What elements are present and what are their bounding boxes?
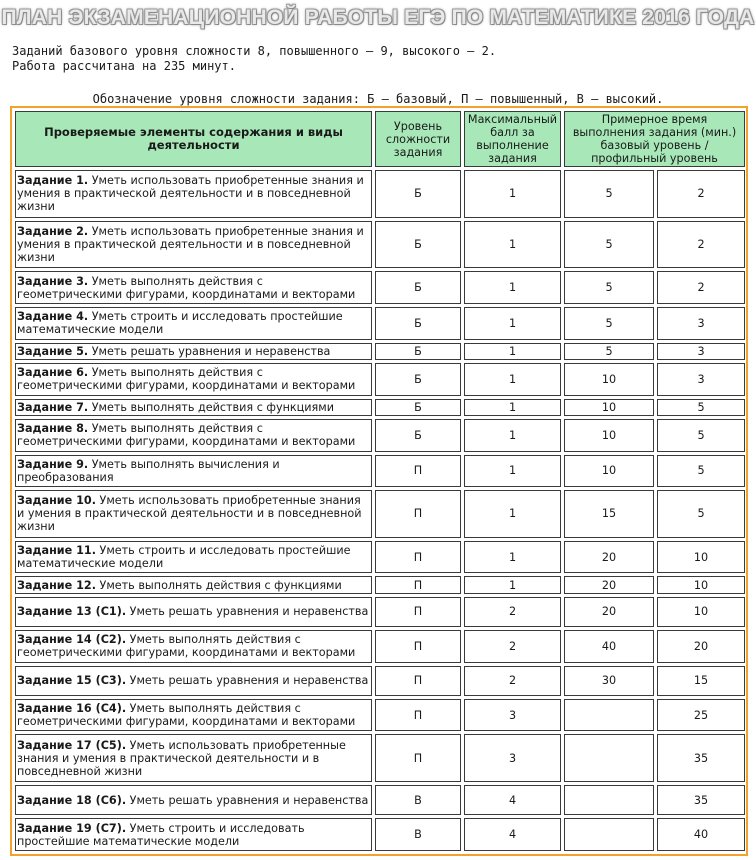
task-time-base: 5 [564, 221, 654, 269]
task-description [15, 597, 372, 627]
task-level: П [375, 490, 461, 538]
task-description [15, 221, 372, 269]
table-row [15, 271, 745, 304]
task-level: Б [375, 221, 461, 269]
task-description [15, 630, 372, 663]
task-text: Уметь использовать приобретенные знания и умения в практической деятельности и в повседневной жизни [17, 174, 364, 214]
task-time-profile: 5 [657, 419, 745, 452]
task-max-score: 1 [464, 221, 561, 269]
intro-text [12, 44, 496, 74]
task-level: П [375, 734, 461, 782]
header-time: Примерное время выполнения задания (мин.) базовый уровень / профильный уровень [564, 111, 745, 167]
task-time-profile: 25 [657, 699, 745, 732]
task-description [15, 818, 372, 851]
task-time-profile: 15 [657, 666, 745, 696]
task-level: Б [375, 399, 461, 416]
task-time-base: 10 [564, 419, 654, 452]
task-text: Уметь выполнять действия с геометрическими фигурами, координатами и векторами [17, 366, 356, 393]
task-description [15, 699, 372, 732]
task-level: П [375, 699, 461, 732]
task-time-profile: 5 [657, 490, 745, 538]
task-time-profile: 40 [657, 818, 745, 851]
header-max-score: Максимальный балл за выполнение задания [464, 111, 561, 167]
task-text: Уметь выполнять действия с функциями [91, 400, 334, 414]
task-description [15, 343, 372, 360]
task-max-score: 2 [464, 666, 561, 696]
task-name: Задание 17 (С5). [17, 738, 127, 752]
task-description [15, 785, 372, 815]
task-text: Уметь решать уравнения и неравенства [129, 674, 369, 688]
task-text: Уметь выполнять действия с геометрическими фигурами, координатами и векторами [17, 633, 356, 660]
header-content: Проверяемые элементы содержания и виды деятельности [15, 111, 372, 167]
table-row [15, 576, 745, 593]
task-time-profile: 35 [657, 734, 745, 782]
header-level: Уровень сложности задания [375, 111, 461, 167]
task-level: П [375, 541, 461, 574]
task-time-base: 10 [564, 363, 654, 396]
task-time-base [564, 699, 654, 732]
task-text: Уметь решать уравнения и неравенства [129, 793, 369, 807]
task-description [15, 541, 372, 574]
exam-plan-table [12, 108, 748, 854]
task-description [15, 455, 372, 488]
task-name: Задание 3. [17, 274, 89, 288]
task-text: Уметь использовать приобретенные знания и умения в практической деятельности и в повседневной жизни [17, 494, 362, 534]
task-level: П [375, 597, 461, 627]
task-description [15, 307, 372, 340]
task-text: Уметь выполнять действия с геометрическими фигурами, координатами и векторами [17, 422, 356, 449]
table-row [15, 343, 745, 360]
task-text: Уметь строить и исследовать простейшие математические модели [17, 821, 305, 848]
task-level: Б [375, 419, 461, 452]
table-row [15, 630, 745, 663]
task-level: Б [375, 343, 461, 360]
task-level: Б [375, 271, 461, 304]
task-text: Уметь выполнять действия с геометрическими фигурами, координатами и векторами [17, 274, 356, 301]
task-time-profile: 3 [657, 307, 745, 340]
task-time-profile: 2 [657, 221, 745, 269]
table-row [15, 399, 745, 416]
table-row [15, 666, 745, 696]
task-time-base [564, 818, 654, 851]
table-row [15, 818, 745, 851]
table-row [15, 734, 745, 782]
task-max-score: 1 [464, 343, 561, 360]
task-time-base: 5 [564, 343, 654, 360]
table-row [15, 699, 745, 732]
task-description [15, 666, 372, 696]
task-time-base: 5 [564, 170, 654, 218]
task-time-profile: 2 [657, 170, 745, 218]
task-time-profile: 5 [657, 399, 745, 416]
task-time-base [564, 734, 654, 782]
task-max-score: 1 [464, 455, 561, 488]
task-description [15, 271, 372, 304]
task-time-base: 15 [564, 490, 654, 538]
task-level: П [375, 455, 461, 488]
task-name: Задание 2. [17, 225, 89, 239]
task-text: Уметь строить и исследовать простейшие математические модели [17, 310, 343, 337]
task-time-base: 5 [564, 271, 654, 304]
task-level: Б [375, 307, 461, 340]
task-text: Уметь строить и исследовать простейшие математические модели [17, 544, 351, 571]
task-level: П [375, 630, 461, 663]
task-level: В [375, 818, 461, 851]
task-time-profile: 10 [657, 576, 745, 593]
task-description [15, 576, 372, 593]
task-max-score: 1 [464, 576, 561, 593]
task-name: Задание 9. [17, 457, 89, 471]
table-row [15, 785, 745, 815]
task-time-profile: 35 [657, 785, 745, 815]
table-row [15, 455, 745, 488]
task-max-score: 4 [464, 818, 561, 851]
task-max-score: 2 [464, 597, 561, 627]
task-max-score: 1 [464, 419, 561, 452]
task-description [15, 363, 372, 396]
task-text: Уметь решать уравнения и неравенства [129, 605, 369, 619]
table-row [15, 170, 745, 218]
task-max-score: 1 [464, 399, 561, 416]
task-max-score: 1 [464, 541, 561, 574]
task-level: Б [375, 363, 461, 396]
task-text: Уметь использовать приобретенные знания и умения в практической деятельности и в повседневной жизни [17, 738, 346, 778]
task-max-score: 1 [464, 170, 561, 218]
task-name: Задание 12. [17, 578, 96, 592]
task-text: Уметь решать уравнения и неравенства [91, 344, 331, 358]
task-description [15, 734, 372, 782]
table-row [15, 419, 745, 452]
task-max-score: 4 [464, 785, 561, 815]
task-description [15, 170, 372, 218]
task-time-base: 20 [564, 541, 654, 574]
difficulty-legend: Обозначение уровня сложности задания: Б — базовый, П — повышенный, В — высокий. [92, 92, 664, 106]
task-time-profile: 10 [657, 597, 745, 627]
task-max-score: 1 [464, 271, 561, 304]
table-body [15, 170, 745, 851]
task-max-score: 3 [464, 734, 561, 782]
task-time-base: 30 [564, 666, 654, 696]
task-text: Уметь использовать приобретенные знания и умения в практической деятельности и в повседневной жизни [17, 225, 364, 265]
exam-plan-table-frame [10, 106, 748, 856]
task-max-score: 1 [464, 363, 561, 396]
intro-line-duration: Работа рассчитана на 235 минут. [12, 59, 236, 73]
table-header-row [15, 111, 745, 167]
task-level: П [375, 576, 461, 593]
task-time-profile: 3 [657, 363, 745, 396]
task-name: Задание 19 (С7). [17, 821, 127, 835]
task-text: Уметь выполнять действия с функциями [99, 578, 342, 592]
task-time-base: 20 [564, 576, 654, 593]
task-time-base: 40 [564, 630, 654, 663]
task-description [15, 399, 372, 416]
task-description [15, 419, 372, 452]
table-row [15, 597, 745, 627]
table-row [15, 363, 745, 396]
page-title: ПЛАН ЭКЗАМЕНАЦИОННОЙ РАБОТЫ ЕГЭ ПО МАТЕМАТИКЕ 2016 ГОДА [1, 6, 755, 29]
task-name: Задание 14 (С2). [17, 633, 127, 647]
table-row [15, 221, 745, 269]
task-time-base: 10 [564, 455, 654, 488]
task-time-profile: 2 [657, 271, 745, 304]
task-max-score: 1 [464, 490, 561, 538]
task-level: П [375, 666, 461, 696]
task-name: Задание 13 (С1). [17, 605, 127, 619]
task-time-profile: 5 [657, 455, 745, 488]
task-level: В [375, 785, 461, 815]
table-row [15, 490, 745, 538]
task-name: Задание 11. [17, 544, 96, 558]
task-max-score: 1 [464, 307, 561, 340]
task-max-score: 3 [464, 699, 561, 732]
task-name: Задание 7. [17, 400, 89, 414]
task-name: Задание 4. [17, 310, 89, 324]
task-time-profile: 20 [657, 630, 745, 663]
task-level: Б [375, 170, 461, 218]
task-name: Задание 18 (С6). [17, 793, 127, 807]
task-name: Задание 10. [17, 494, 96, 508]
task-time-profile: 3 [657, 343, 745, 360]
task-name: Задание 1. [17, 174, 89, 188]
task-time-base: 5 [564, 307, 654, 340]
table-row [15, 541, 745, 574]
task-name: Задание 16 (С4). [17, 702, 127, 716]
task-name: Задание 8. [17, 422, 89, 436]
task-max-score: 2 [464, 630, 561, 663]
task-time-base: 10 [564, 399, 654, 416]
task-name: Задание 5. [17, 344, 89, 358]
task-text: Уметь выполнять действия с геометрическими фигурами, координатами и векторами [17, 702, 356, 729]
task-time-profile: 10 [657, 541, 745, 574]
intro-line-task-counts: Заданий базового уровня сложности 8, повышенного — 9, высокого — 2. [12, 44, 497, 58]
table-row [15, 307, 745, 340]
task-time-base: 20 [564, 597, 654, 627]
task-name: Задание 6. [17, 366, 89, 380]
task-time-base [564, 785, 654, 815]
task-description [15, 490, 372, 538]
task-name: Задание 15 (С3). [17, 674, 127, 688]
task-text: Уметь выполнять вычисления и преобразования [17, 457, 280, 484]
